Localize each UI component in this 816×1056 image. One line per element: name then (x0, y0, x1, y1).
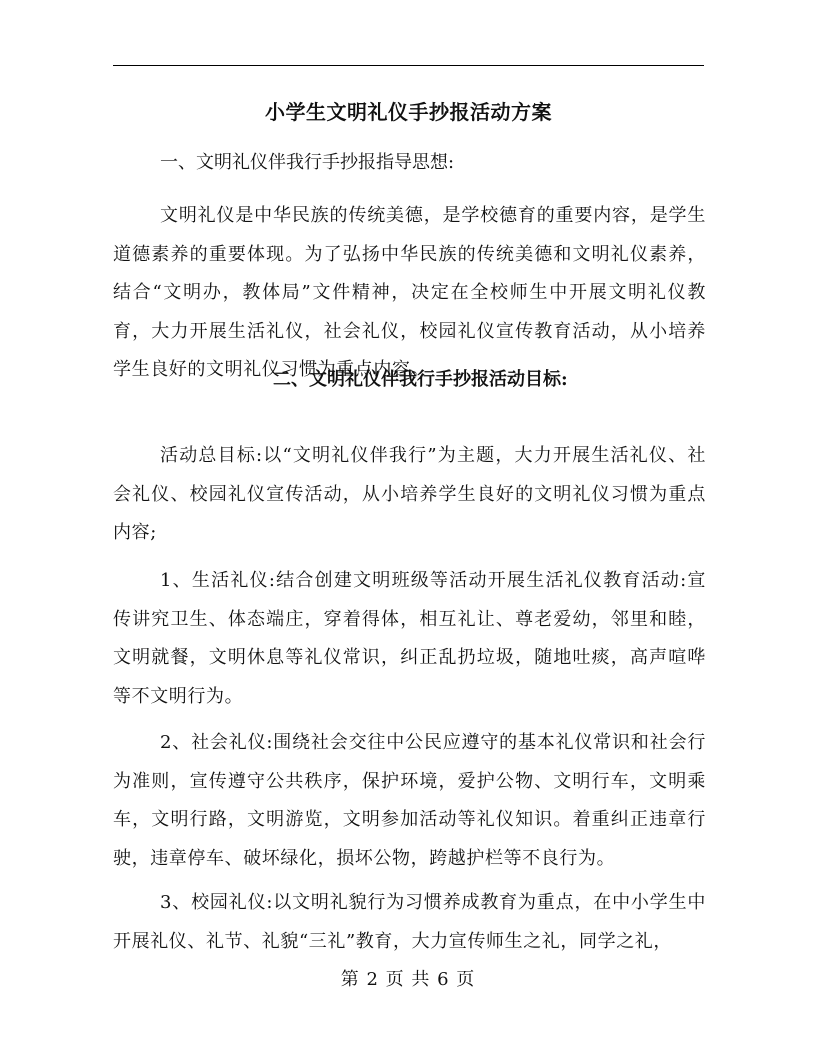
header-rule (113, 65, 704, 66)
section-heading-activity-goals: 二、文明礼仪伴我行手抄报活动目标: (273, 369, 568, 390)
section-heading-guiding-ideology: 一、文明礼仪伴我行手抄报指导思想: (160, 152, 455, 173)
paragraph-overall-goal: 活动总目标:以“文明礼仪伴我行”为主题，大力开展生活礼仪、社会礼仪、校园礼仪宣传活动，从小培养学生良好的文明礼仪习惯为重点内容; (113, 445, 706, 543)
paragraph-social-etiquette: 2、社会礼仪:围绕社会交往中公民应遵守的基本礼仪常识和社会行为准则，宣传遵守公共秩序，保护环境，爱护公物、文明行车，文明乘车，文明行路，文明游览，文明参加活动等礼仪知识。着重纠正违章行驶，违章停车、破坏绿化，损坏公物，跨越护栏等不良行为。 (113, 732, 706, 869)
paragraph-guiding-ideology: 文明礼仪是中华民族的传统美德，是学校德育的重要内容，是学生道德素养的重要体现。为了弘扬中华民族的传统美德和文明礼仪素养，结合“文明办，教体局”文件精神，决定在全校师生中开展文明礼仪教育，大力开展生活礼仪，社会礼仪，校园礼仪宣传教育活动，从小培养学生良好的文明礼仪习惯为重点内容。 (113, 205, 706, 380)
document-title: 小学生文明礼仪手抄报活动方案 (265, 100, 552, 124)
page-number-footer: 第 2 页 共 6 页 (340, 969, 476, 990)
paragraph-campus-etiquette: 3、校园礼仪:以文明礼貌行为习惯养成教育为重点，在中小学生中开展礼仪、礼节、礼貌“三礼”教育，大力宣传师生之礼，同学之礼， (113, 892, 706, 952)
paragraph-life-etiquette: 1、生活礼仪:结合创建文明班级等活动开展生活礼仪教育活动:宣传讲究卫生、体态端庄，穿着得体，相互礼让、尊老爱幼，邻里和睦，文明就餐，文明休息等礼仪常识，纠正乱扔垃圾，随地吐痰，高声喧哗等不文明行为。 (113, 570, 706, 707)
